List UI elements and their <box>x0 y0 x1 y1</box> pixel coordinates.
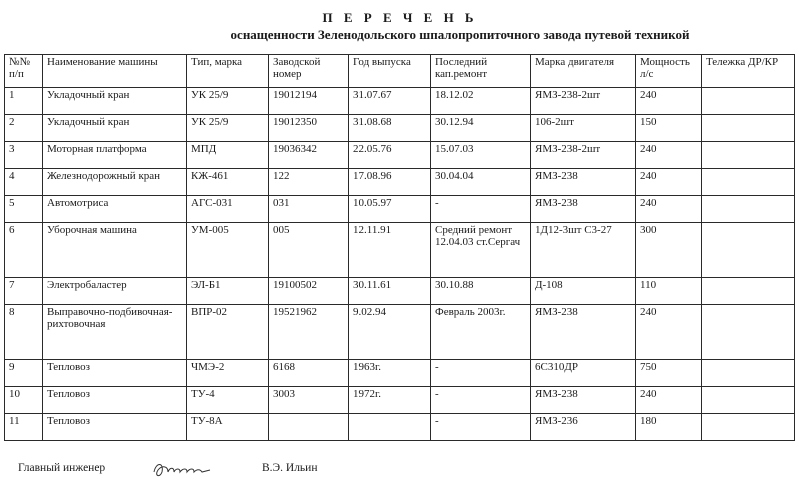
cell-engine: ЯМЗ-238-2шт <box>531 88 636 115</box>
cell-factory-number: 3003 <box>269 387 349 414</box>
cell-number: 11 <box>5 414 43 441</box>
cell-number: 1 <box>5 88 43 115</box>
cell-factory-number: 19100502 <box>269 278 349 305</box>
cell-number: 10 <box>5 387 43 414</box>
cell-number: 3 <box>5 142 43 169</box>
cell-last-repair: - <box>431 414 531 441</box>
cell-last-repair: 15.07.03 <box>431 142 531 169</box>
table-row <box>5 223 795 278</box>
cell-last-repair: 30.12.94 <box>431 115 531 142</box>
cell-engine: 106-2шт <box>531 115 636 142</box>
cell-year: 9.02.94 <box>349 305 431 360</box>
cell-engine: ЯМЗ-238 <box>531 387 636 414</box>
cell-machine-name: Уборочная машина <box>43 223 187 278</box>
cell-bogie <box>702 88 795 115</box>
cell-machine-name: Тепловоз <box>43 414 187 441</box>
cell-year: 31.07.67 <box>349 88 431 115</box>
cell-factory-number <box>269 414 349 441</box>
cell-power: 150 <box>636 115 702 142</box>
cell-engine: ЯМЗ-238 <box>531 305 636 360</box>
table-header-row <box>5 55 795 88</box>
cell-number: 7 <box>5 278 43 305</box>
header-engine: Марка двигателя <box>531 55 636 88</box>
cell-engine: 6С310ДР <box>531 360 636 387</box>
footer-position: Главный инженер <box>18 462 106 474</box>
cell-bogie <box>702 142 795 169</box>
cell-type: ТУ-4 <box>187 387 269 414</box>
table-row <box>5 387 795 414</box>
cell-factory-number: 19036342 <box>269 142 349 169</box>
footer-name: В.Э. Ильин <box>262 462 318 474</box>
cell-type: АГС-031 <box>187 196 269 223</box>
header-number: №№ п/п <box>5 55 43 88</box>
cell-engine: 1Д12-3шт С3-27 <box>531 223 636 278</box>
cell-power: 110 <box>636 278 702 305</box>
cell-year: 1963г. <box>349 360 431 387</box>
cell-machine-name: Выправочно-подбивочная-рихтовочная <box>43 305 187 360</box>
cell-factory-number: 031 <box>269 196 349 223</box>
header-year: Год выпуска <box>349 55 431 88</box>
cell-power: 240 <box>636 88 702 115</box>
document-title: П Е Р Е Ч Е Н Ь <box>322 10 478 25</box>
cell-machine-name: Моторная платформа <box>43 142 187 169</box>
cell-bogie <box>702 360 795 387</box>
cell-bogie <box>702 414 795 441</box>
cell-type: КЖ-461 <box>187 169 269 196</box>
cell-year: 17.08.96 <box>349 169 431 196</box>
cell-last-repair: - <box>431 360 531 387</box>
cell-last-repair: Февраль 2003г. <box>431 305 531 360</box>
cell-year: 12.11.91 <box>349 223 431 278</box>
table-row <box>5 196 795 223</box>
cell-number: 8 <box>5 305 43 360</box>
cell-type: ЭЛ-Б1 <box>187 278 269 305</box>
cell-bogie <box>702 169 795 196</box>
cell-engine: ЯМЗ-238 <box>531 169 636 196</box>
cell-type: ВПР-02 <box>187 305 269 360</box>
cell-last-repair: - <box>431 196 531 223</box>
table-row <box>5 414 795 441</box>
cell-bogie <box>702 196 795 223</box>
header-factory-number: Заводской номер <box>269 55 349 88</box>
cell-engine: Д-108 <box>531 278 636 305</box>
cell-machine-name: Укладочный кран <box>43 115 187 142</box>
cell-bogie <box>702 278 795 305</box>
table-row <box>5 169 795 196</box>
cell-type: ЧМЭ-2 <box>187 360 269 387</box>
cell-number: 5 <box>5 196 43 223</box>
cell-bogie <box>702 387 795 414</box>
cell-machine-name: Автомотриса <box>43 196 187 223</box>
table-row <box>5 360 795 387</box>
cell-type: УК 25/9 <box>187 88 269 115</box>
header-power: Мощность л/с <box>636 55 702 88</box>
cell-year: 10.05.97 <box>349 196 431 223</box>
cell-year <box>349 414 431 441</box>
cell-last-repair: - <box>431 387 531 414</box>
cell-engine: ЯМЗ-236 <box>531 414 636 441</box>
cell-power: 240 <box>636 196 702 223</box>
cell-engine: ЯМЗ-238 <box>531 196 636 223</box>
cell-last-repair: 30.10.88 <box>431 278 531 305</box>
table-row <box>5 88 795 115</box>
cell-last-repair: 30.04.04 <box>431 169 531 196</box>
cell-machine-name: Укладочный кран <box>43 88 187 115</box>
cell-machine-name: Электробаластер <box>43 278 187 305</box>
cell-factory-number: 19012194 <box>269 88 349 115</box>
table-row <box>5 142 795 169</box>
cell-year: 30.11.61 <box>349 278 431 305</box>
cell-last-repair: Средний ремонт 12.04.03 ст.Сергач <box>431 223 531 278</box>
cell-type: УК 25/9 <box>187 115 269 142</box>
cell-number: 6 <box>5 223 43 278</box>
cell-power: 240 <box>636 305 702 360</box>
cell-last-repair: 18.12.02 <box>431 88 531 115</box>
document-subtitle: оснащенности Зеленодольского шпалопропиточного завода путевой техникой <box>230 27 690 42</box>
signature-image <box>150 458 220 480</box>
cell-type: ТУ-8А <box>187 414 269 441</box>
equipment-table <box>4 54 795 441</box>
cell-factory-number: 122 <box>269 169 349 196</box>
cell-number: 2 <box>5 115 43 142</box>
table-row <box>5 115 795 142</box>
cell-machine-name: Железнодорожный кран <box>43 169 187 196</box>
cell-number: 9 <box>5 360 43 387</box>
cell-power: 750 <box>636 360 702 387</box>
cell-bogie <box>702 305 795 360</box>
cell-year: 22.05.76 <box>349 142 431 169</box>
cell-power: 240 <box>636 142 702 169</box>
header-machine-name: Наименование машины <box>43 55 187 88</box>
cell-power: 300 <box>636 223 702 278</box>
cell-factory-number: 19012350 <box>269 115 349 142</box>
cell-number: 4 <box>5 169 43 196</box>
table-row <box>5 278 795 305</box>
cell-machine-name: Тепловоз <box>43 360 187 387</box>
cell-machine-name: Тепловоз <box>43 387 187 414</box>
cell-factory-number: 6168 <box>269 360 349 387</box>
header-last-repair: Последний кап.ремонт <box>431 55 531 88</box>
cell-power: 240 <box>636 387 702 414</box>
cell-type: МПД <box>187 142 269 169</box>
cell-factory-number: 005 <box>269 223 349 278</box>
cell-year: 31.08.68 <box>349 115 431 142</box>
header-bogie: Тележка ДР/КР <box>702 55 795 88</box>
cell-year: 1972г. <box>349 387 431 414</box>
cell-bogie <box>702 115 795 142</box>
cell-power: 180 <box>636 414 702 441</box>
cell-engine: ЯМЗ-238-2шт <box>531 142 636 169</box>
header-type: Тип, марка <box>187 55 269 88</box>
table-row <box>5 305 795 360</box>
cell-factory-number: 19521962 <box>269 305 349 360</box>
cell-bogie <box>702 223 795 278</box>
cell-power: 240 <box>636 169 702 196</box>
cell-type: УМ-005 <box>187 223 269 278</box>
